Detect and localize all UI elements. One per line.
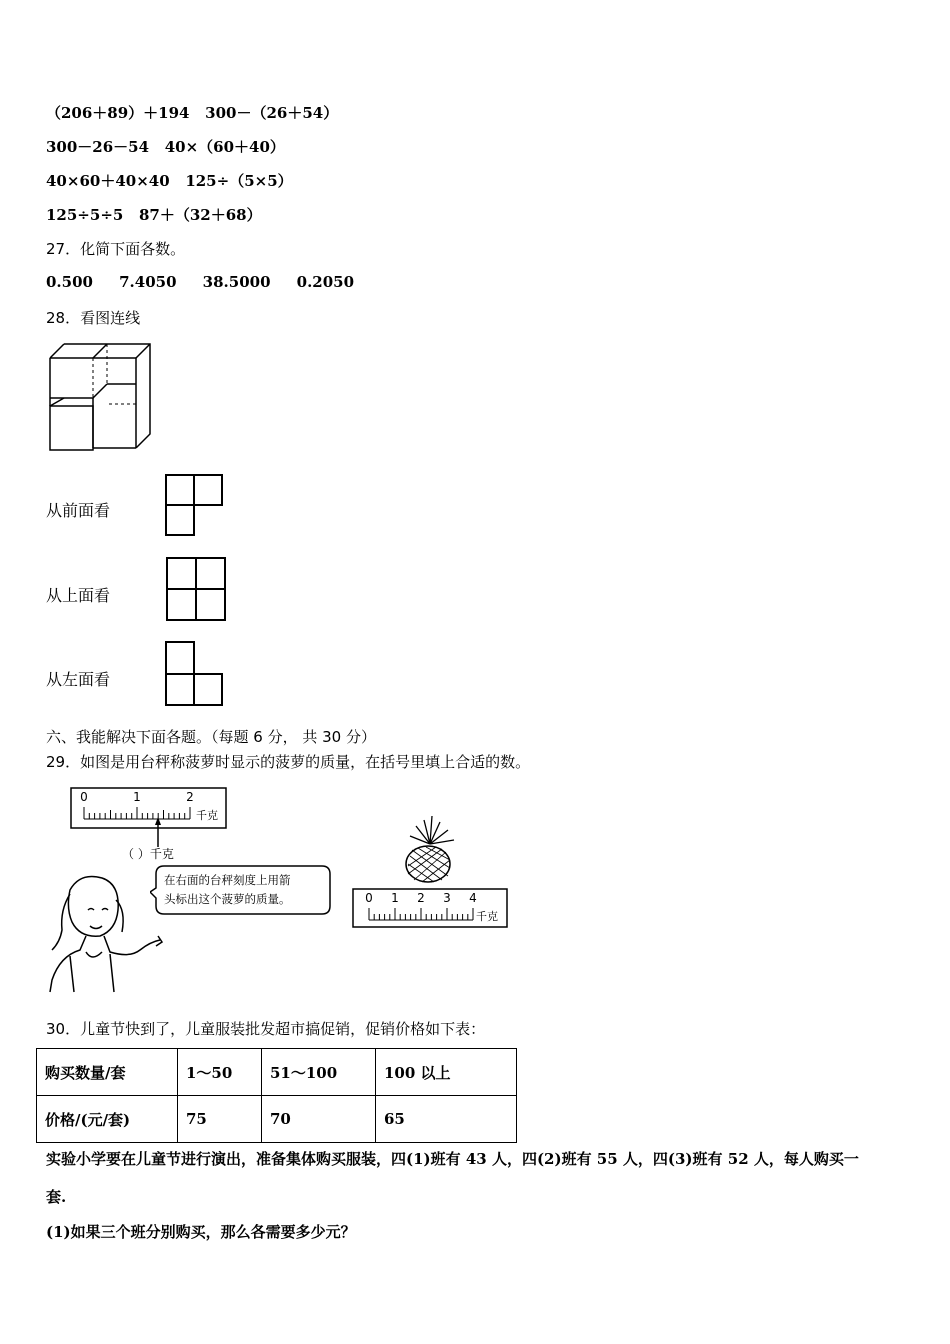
q29-title: 29．如图是用台秤称菠萝时显示的菠萝的质量，在括号里填上合适的数。 xyxy=(46,753,531,771)
q27-title: 27．化简下面各数。 xyxy=(46,240,186,258)
calc-expr: 87＋（32＋68） xyxy=(139,206,262,224)
view-label-front: 从前面看 xyxy=(46,501,111,520)
calc-line-4 xyxy=(46,204,262,225)
speech-text-1: 在右面的台秤刻度上用箭 xyxy=(164,873,291,887)
calc-expr: 125÷5÷5 xyxy=(46,206,124,224)
unit-label: 千克 xyxy=(476,910,498,923)
scale-2 xyxy=(352,888,510,930)
q30-body-line-1: 实验小学要在儿童节进行演出，准备集体购买服装，四(1)班有 43 人，四(2)班有 55 人，四(3)班有 52 人，每人购买一 xyxy=(46,1150,859,1168)
calc-line-2 xyxy=(46,136,285,157)
unit-label: 千克 xyxy=(196,809,218,822)
front-view-shape xyxy=(164,473,226,539)
tick-label: 0 xyxy=(80,790,88,804)
cube-solid-figure xyxy=(44,338,160,458)
tick-label: 1 xyxy=(391,891,399,905)
q30-sub-question-1: (1)如果三个班分别购买，那么各需要多少元？ xyxy=(46,1223,356,1241)
table-cell: 65 xyxy=(376,1096,517,1143)
tick-label: 4 xyxy=(469,891,477,905)
table-cell: 购买数量/套 xyxy=(37,1049,178,1096)
calc-expr: 300－26－54 xyxy=(46,138,150,156)
table-row xyxy=(37,1049,517,1096)
q27-numbers xyxy=(46,273,354,291)
number-item: 7.4050 xyxy=(119,273,177,291)
tick-label: 3 xyxy=(443,891,451,905)
top-view-shape xyxy=(165,556,229,624)
table-cell: 51～100 xyxy=(262,1049,376,1096)
scale-2-ticks xyxy=(369,908,473,920)
q28-title: 28．看图连线 xyxy=(46,309,141,327)
teacher-illustration xyxy=(40,870,165,995)
left-view-shape xyxy=(164,640,226,708)
tick-label: 2 xyxy=(417,891,425,905)
number-item: 0.2050 xyxy=(296,273,355,291)
tick-label: 0 xyxy=(365,891,373,905)
table-cell: 75 xyxy=(178,1096,262,1143)
calc-expr: 40×60＋40×40 xyxy=(46,172,170,190)
number-item: 38.5000 xyxy=(202,273,271,291)
table-cell: 价格/(元/套) xyxy=(37,1096,178,1143)
table-row xyxy=(37,1096,517,1143)
speech-text-2: 头标出这个菠萝的质量。 xyxy=(164,892,291,906)
speech-bubble xyxy=(150,862,340,922)
answer-blank: （ ）千克 xyxy=(122,847,174,861)
pineapple-illustration xyxy=(398,814,462,886)
calc-line-3 xyxy=(46,170,293,191)
price-table xyxy=(36,1048,517,1143)
table-cell: 1～50 xyxy=(178,1049,262,1096)
calc-expr: 40×（60＋40） xyxy=(164,138,285,156)
view-label-left: 从左面看 xyxy=(46,670,111,689)
number-item: 0.500 xyxy=(46,273,93,291)
tick-label: 2 xyxy=(186,790,194,804)
section-6-heading: 六、我能解决下面各题。（每题 6 分， 共 30 分） xyxy=(46,728,376,746)
table-cell: 70 xyxy=(262,1096,376,1143)
calc-expr: （206＋89）＋194 xyxy=(46,104,190,122)
tick-label: 1 xyxy=(133,790,141,804)
q30-title: 30．儿童节快到了，儿童服装批发超市搞促销，促销价格如下表： xyxy=(46,1020,486,1038)
calc-line-1 xyxy=(46,102,338,123)
calc-expr: 300－（26＋54） xyxy=(205,104,339,122)
table-cell: 100 以上 xyxy=(376,1049,517,1096)
scale-1-ticks xyxy=(84,807,190,819)
calc-expr: 125÷（5×5） xyxy=(185,172,293,190)
q30-body-line-2: 套. xyxy=(46,1188,67,1206)
view-label-top: 从上面看 xyxy=(46,586,111,605)
